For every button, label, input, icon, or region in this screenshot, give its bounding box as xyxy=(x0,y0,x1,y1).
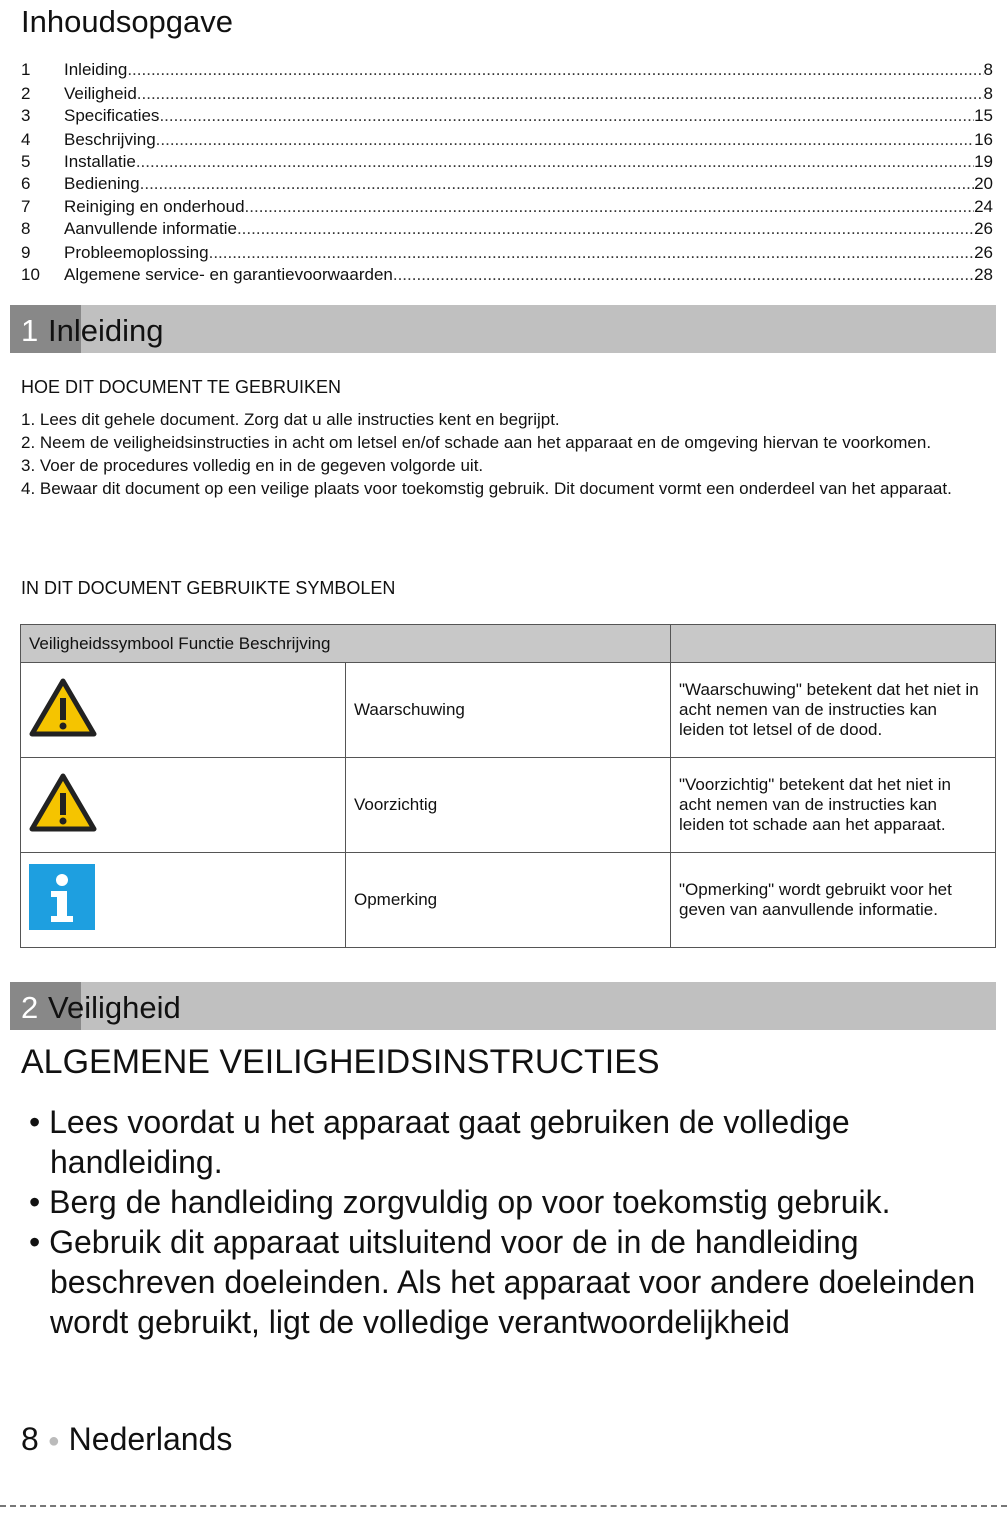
toc-page: 26 xyxy=(974,243,993,262)
toc-label: Installatie xyxy=(64,152,136,171)
toc-page: 26 xyxy=(974,219,993,238)
toc-label: Specificaties xyxy=(64,106,160,125)
toc-leader xyxy=(140,174,974,194)
page-edge-divider xyxy=(0,1505,1007,1507)
table-row xyxy=(21,853,996,948)
safety-bullets xyxy=(21,1102,991,1342)
subheading: HOE DIT DOCUMENT TE GEBRUIKEN xyxy=(21,377,342,397)
toc-page: 8 xyxy=(983,84,993,103)
toc-label: Algemene service- en garantievoorwaarden xyxy=(64,265,393,284)
toc-number: 9 xyxy=(21,243,31,262)
list-item: 2. Neem de veiligheidsinstructies in acht om letsel en/of schade aan het apparaat en de omgeving hiervan te voorkomen. xyxy=(21,433,932,452)
toc-leader xyxy=(209,243,974,263)
toc-entry[interactable] xyxy=(21,152,993,174)
toc-number: 4 xyxy=(21,130,31,149)
separator-dot: ● xyxy=(47,1430,60,1453)
toc-number: 8 xyxy=(21,219,31,238)
toc-leader xyxy=(136,152,974,172)
description-cell: "Opmerking" wordt gebruikt voor het geven van aanvullende informatie. xyxy=(671,853,996,948)
toc-entry[interactable] xyxy=(21,197,993,219)
toc-leader xyxy=(393,265,974,285)
table-row xyxy=(21,758,996,853)
section-number: 2 xyxy=(21,990,39,1025)
function-cell: Opmerking xyxy=(346,853,671,948)
list-item: 4. Bewaar dit document op een veilige plaats voor toekomstig gebruik. Dit document vormt een onderdeel van het apparaat. xyxy=(21,479,952,498)
toc-leader xyxy=(245,197,975,217)
list-item: 1. Lees dit gehele document. Zorg dat u alle instructies kent en begrijpt. xyxy=(21,410,560,429)
toc-page: 24 xyxy=(974,197,993,216)
caution-icon xyxy=(29,773,97,833)
footer-language: Nederlands xyxy=(68,1421,233,1457)
toc-leader xyxy=(127,60,983,80)
table-header: Veiligheidssymbool Functie Beschrijving xyxy=(21,625,671,663)
list-item: 3. Voer de procedures volledig en in de gegeven volgorde uit. xyxy=(21,456,484,475)
section-header-1 xyxy=(10,305,996,353)
section-number: 1 xyxy=(21,313,39,348)
toc-page: 15 xyxy=(974,106,993,125)
list-item: • Berg de handleiding zorgvuldig op voor toekomstig gebruik. xyxy=(29,1184,891,1220)
toc-leader xyxy=(156,130,974,150)
toc-number: 3 xyxy=(21,106,31,125)
page-number: 8 xyxy=(21,1421,39,1457)
function-cell: Waarschuwing xyxy=(346,663,671,758)
section-title: Veiligheid xyxy=(48,990,181,1025)
toc-entry[interactable] xyxy=(21,174,993,196)
toc-number: 1 xyxy=(21,60,31,79)
toc-entry[interactable] xyxy=(21,219,993,241)
safety-heading: ALGEMENE VEILIGHEIDSINSTRUCTIES xyxy=(21,1043,660,1081)
toc-label: Aanvullende informatie xyxy=(64,219,237,238)
subheading: IN DIT DOCUMENT GEBRUIKTE SYMBOLEN xyxy=(21,578,396,598)
toc-entry[interactable] xyxy=(21,130,993,152)
toc-label: Veiligheid xyxy=(64,84,137,103)
toc-label: Beschrijving xyxy=(64,130,156,149)
toc-entry[interactable] xyxy=(21,243,993,265)
function-cell: Voorzichtig xyxy=(346,758,671,853)
section-title: Inleiding xyxy=(48,313,164,348)
list-item: • Gebruik dit apparaat uitsluitend voor de in de handleiding beschreven doeleinden. Als het apparaat voor andere doeleinden wordt gebruikt, ligt de volledige verantwoordelijkheid xyxy=(29,1224,976,1340)
toc-label: Probleemoplossing xyxy=(64,243,209,262)
list-item: • Lees voordat u het apparaat gaat gebruiken de volledige handleiding. xyxy=(29,1104,850,1180)
toc-leader xyxy=(159,106,974,126)
toc-page: 20 xyxy=(974,174,993,193)
toc-page: 19 xyxy=(974,152,993,171)
toc-label: Inleiding xyxy=(64,60,128,79)
toc-leader xyxy=(137,84,984,104)
toc-number: 10 xyxy=(21,265,40,284)
toc-label: Reiniging en onderhoud xyxy=(64,197,245,216)
toc-entry[interactable] xyxy=(21,84,993,106)
toc-entry[interactable] xyxy=(21,60,993,82)
description-cell: "Voorzichtig" betekent dat het niet in acht nemen van de instructies kan leiden tot schade aan het apparaat. xyxy=(671,758,996,853)
toc-page: 16 xyxy=(974,130,993,149)
section-header-2 xyxy=(10,982,996,1030)
toc-number: 6 xyxy=(21,174,31,193)
toc-entry[interactable] xyxy=(21,265,993,287)
page-footer xyxy=(21,1421,232,1458)
info-icon xyxy=(29,864,97,932)
toc-number: 7 xyxy=(21,197,31,216)
toc-label: Bediening xyxy=(64,174,140,193)
table-row xyxy=(21,663,996,758)
toc-page: 8 xyxy=(983,60,993,79)
toc-number: 5 xyxy=(21,152,31,171)
instructions-list xyxy=(21,408,981,500)
toc-title: Inhoudsopgave xyxy=(21,4,234,39)
toc-page: 28 xyxy=(974,265,993,284)
toc-leader xyxy=(237,219,974,239)
toc-number: 2 xyxy=(21,84,31,103)
symbols-table xyxy=(20,624,996,948)
description-cell: "Waarschuwing" betekent dat het niet in acht nemen van de instructies kan leiden tot letsel of de dood. xyxy=(671,663,996,758)
warning-icon xyxy=(29,678,97,738)
toc-entry[interactable] xyxy=(21,106,993,128)
